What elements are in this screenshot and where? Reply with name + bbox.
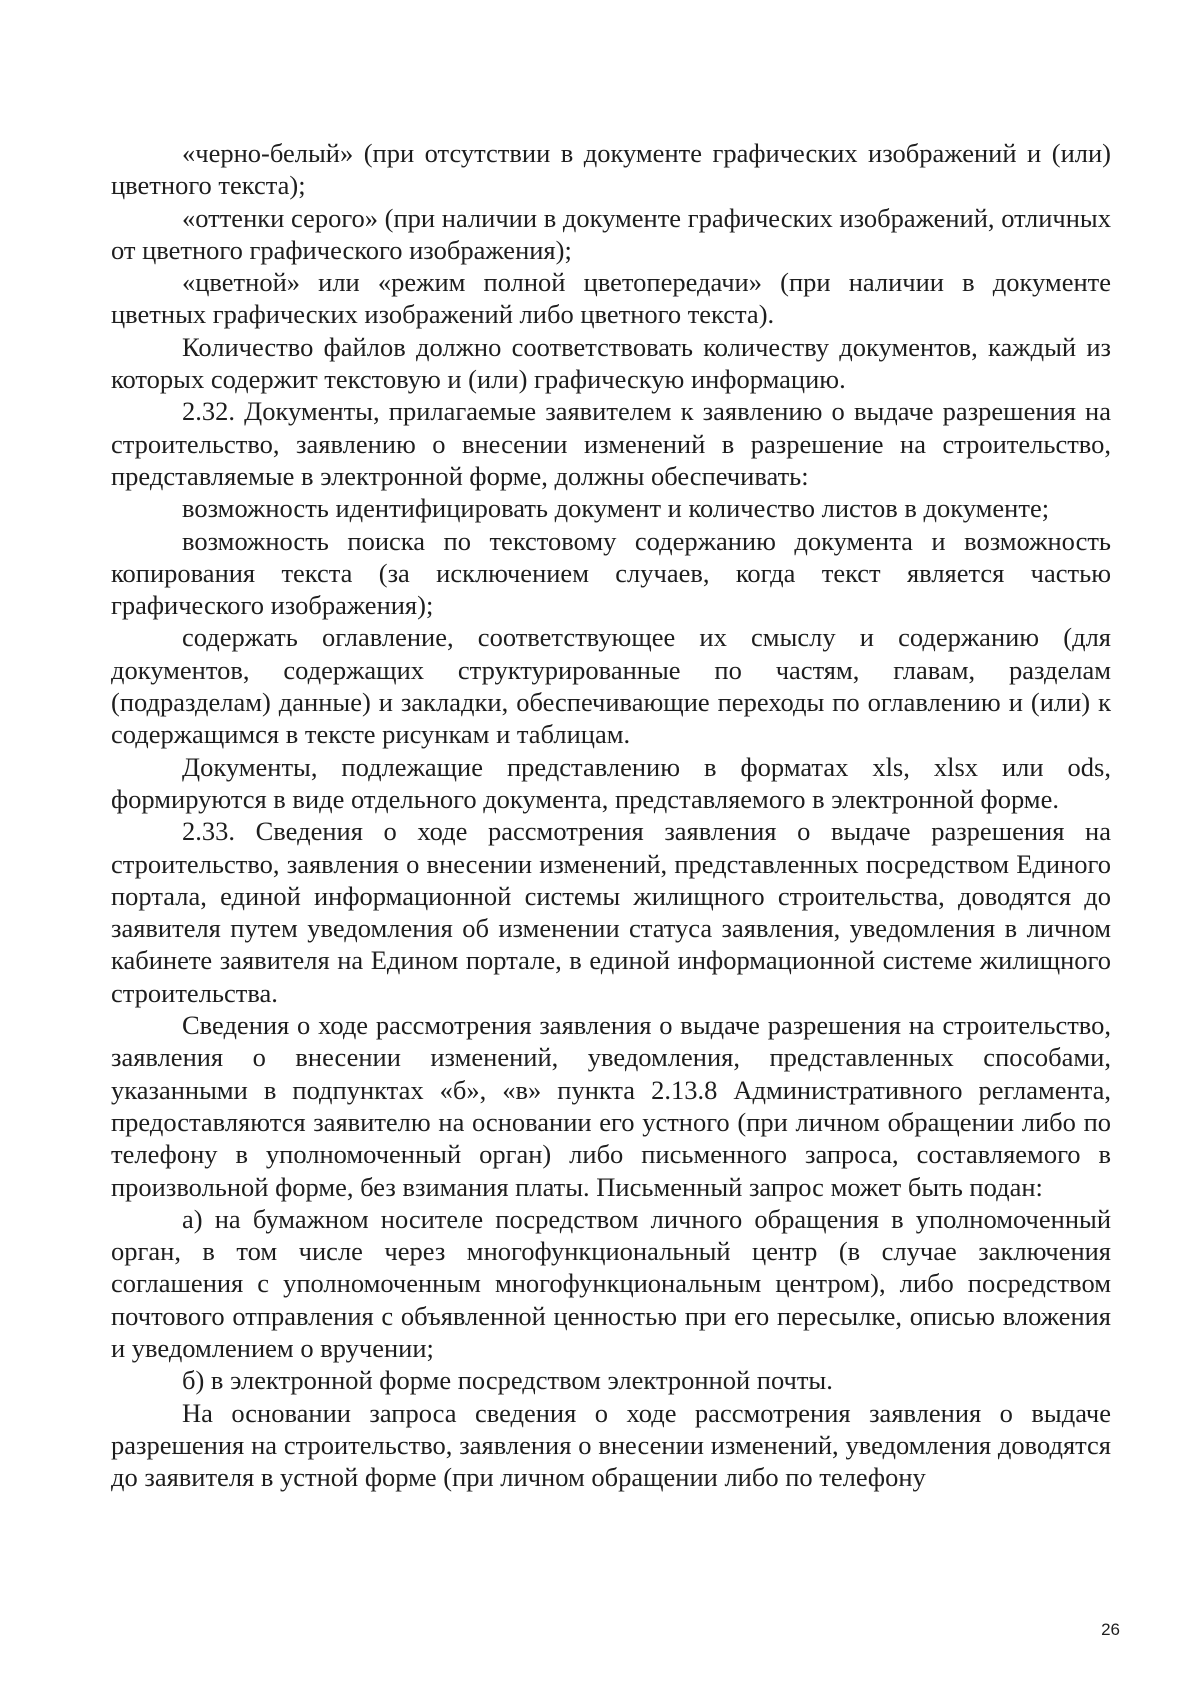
- paragraph-spreadsheet-formats: Документы, подлежащие представлению в форматах xls, xlsx или ods, формируются в виде отдельного документа, представляемого в электронной форме.: [111, 751, 1111, 814]
- paragraph-request-response: На основании запроса сведения о ходе рассмотрения заявления о выдаче разрешения на строительство, заявления о внесении изменений, уведомления доводятся до заявителя в устной форме (при личном обращении либо по телефону: [111, 1397, 1111, 1493]
- document-body: [111, 137, 1111, 1493]
- paragraph-status-information: Сведения о ходе рассмотрения заявления о выдаче разрешения на строительство, заявления о внесении изменений, уведомления, представленных способами, указанными в подпунктах «б», «в» пункта 2.13.8 Административного регламента, предоставляются заявителю на основании его устного (при личном обращении либо по телефону в уполномоченный орган) либо письменного запроса, составляемого в произвольной форме, без взимания платы. Письменный запрос может быть подан:: [111, 1010, 1111, 1202]
- paragraph-bw-mode: «черно-белый» (при отсутствии в документе графических изображений и (или) цветного текста);: [111, 138, 1111, 201]
- paragraph-file-count: Количество файлов должно соответствовать количеству документов, каждый из которых содержит текстовую и (или) графическую информацию.: [111, 331, 1111, 395]
- paragraph-identify-document: возможность идентифицировать документ и количество листов в документе;: [182, 493, 1050, 524]
- paragraph-2-33: 2.33. Сведения о ходе рассмотрения заявления о выдаче разрешения на строительство, заявления о внесении изменений, представленных посредством Единого портала, единой информационной системы жилищного строительства, доводятся до заявителя путем уведомления об изменении статуса заявления, уведомления в личном кабинете заявителя на Едином портале, в единой информационной системе жилищного строительства.: [111, 816, 1111, 1008]
- paragraph-item-b: б) в электронной форме посредством электронной почты.: [182, 1365, 833, 1396]
- paragraph-grayscale-mode: «оттенки серого» (при наличии в документе графических изображений, отличных от цветного графического изображения);: [111, 202, 1111, 265]
- paragraph-item-a: а) на бумажном носителе посредством личного обращения в уполномоченный орган, в том числе через многофункциональный центр (в случае заключения соглашения с уполномоченным многофункциональным центром), либо посредством почтового отправления с объявленной ценностью при его пересылке, описью вложения и уведомлением о вручении;: [111, 1203, 1111, 1363]
- paragraph-2-32: 2.32. Документы, прилагаемые заявителем к заявлению о выдаче разрешения на строительство, заявлению о внесении изменений в разрешение на строительство, представляемые в электронной форме, должны обеспечивать:: [111, 396, 1111, 491]
- paragraph-text-search: возможность поиска по текстовому содержанию документа и возможность копирования текста (за исключением случаев, когда текст является частью графического изображения);: [111, 525, 1111, 621]
- paragraph-color-mode: «цветной» или «режим полной цветопередачи» (при наличии в документе цветных графических изображений либо цветного текста).: [111, 267, 1111, 330]
- page-number: 26: [1101, 1620, 1120, 1639]
- paragraph-table-of-contents: содержать оглавление, соответствующее их смыслу и содержанию (для документов, содержащих структурированные по частям, главам, разделам (подразделам) данные) и закладки, обеспечивающие переходы по оглавлению и (или) к содержащимся в тексте рисункам и таблицам.: [111, 622, 1111, 750]
